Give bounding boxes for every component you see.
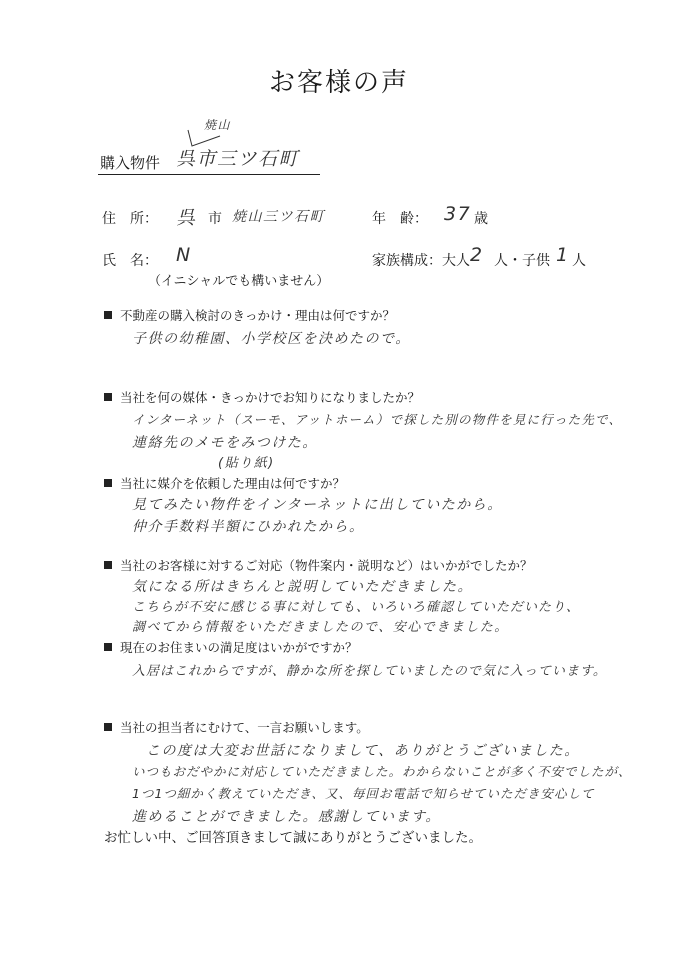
question-2: 当社を何の媒体・きっかけでお知りになりましたか？ (104, 388, 420, 406)
address-city-suffix: 市 (208, 211, 222, 227)
question-1: 不動産の購入検討のきっかけ・理由は何ですか？ (104, 306, 395, 324)
question-3: 当社に媒介を依頼した理由は何ですか？ (104, 474, 345, 492)
answer-4-line-2: こちらが不安に感じる事に対しても、いろいろ確認していただいたり、 (132, 600, 581, 615)
family-label: 家族構成：大人 (372, 253, 470, 269)
question-6: 当社の担当者にむけて、一言お願いします。 (104, 718, 369, 736)
address-city: 呉 (176, 207, 197, 229)
bullet-icon (104, 723, 112, 731)
address-label: 住 所： (102, 211, 158, 227)
bullet-icon (104, 561, 112, 569)
insert-mark-icon (184, 128, 224, 150)
bullet-icon (104, 643, 112, 651)
answer-4-line-3: 調べてから情報をいただきましたので、安心できました。 (132, 620, 509, 635)
page-title: お客様の声 (268, 68, 409, 98)
name-label: 氏 名： (102, 253, 158, 269)
address-rest: 焼山三ツ石町 (232, 209, 325, 225)
answer-3-line-1: 見てみたい物件をインターネットに出していたから。 (132, 497, 503, 513)
answer-6-line-3: 1つ1つ細かく教えていただき、又、毎回お電話で知らせていただき安心して (132, 786, 595, 801)
answer-2-line-2: 連絡先のメモをみつけた。 (132, 435, 318, 451)
property-insert: 焼山 (204, 118, 232, 132)
family-mid: 人・子供 (494, 253, 550, 269)
answer-2-line-3: (貼り紙) (218, 456, 275, 471)
property-underline (98, 174, 320, 175)
name-note: （イニシャルでも構いません） (148, 274, 330, 289)
family-children: 1 (556, 244, 570, 266)
bullet-icon (104, 479, 112, 487)
answer-6-line-4: 進めることができました。感謝しています。 (132, 809, 441, 825)
answer-4-line-1: 気になる所はきちんと説明していただきました。 (132, 579, 473, 595)
bullet-icon (104, 311, 112, 319)
bullet-icon (104, 393, 112, 401)
age-label: 年 齢： (372, 211, 428, 227)
family-adults: 2 (470, 244, 484, 266)
age-unit: 歳 (474, 211, 488, 227)
answer-3-line-2: 仲介手数料半額にひかれたから。 (132, 519, 365, 535)
property-label: 購入物件 (100, 154, 161, 172)
name-value: N (176, 244, 192, 266)
family-unit: 人 (572, 253, 586, 269)
answer-6-line-1: この度は大変お世話になりまして、ありがとうございました。 (146, 743, 580, 759)
answer-2-line-1: インターネット（スーモ、アットホーム）で探した別の物件を見に行った先で、 (132, 412, 623, 427)
answer-6-line-2: いつもおだやかに対応していただきました。わからないことが多く不安でしたが、 (132, 764, 632, 779)
answer-5-line-1: 入居はこれからですが、静かな所を探していましたので気に入っています。 (132, 664, 607, 679)
question-4: 当社のお客様に対するご対応（物件案内・説明など）はいかがでしたか？ (104, 556, 533, 574)
answer-1-line-1: 子供の幼稚園、小学校区を決めたので。 (132, 331, 411, 347)
closing-message: お忙しい中、ご回答頂きまして誠にありがとうございました。 (104, 830, 482, 846)
question-5: 現在のお住まいの満足度はいかがですか？ (104, 638, 358, 656)
property-value: 呉市三ツ石町 (176, 148, 300, 170)
age-value: 37 (444, 203, 472, 225)
